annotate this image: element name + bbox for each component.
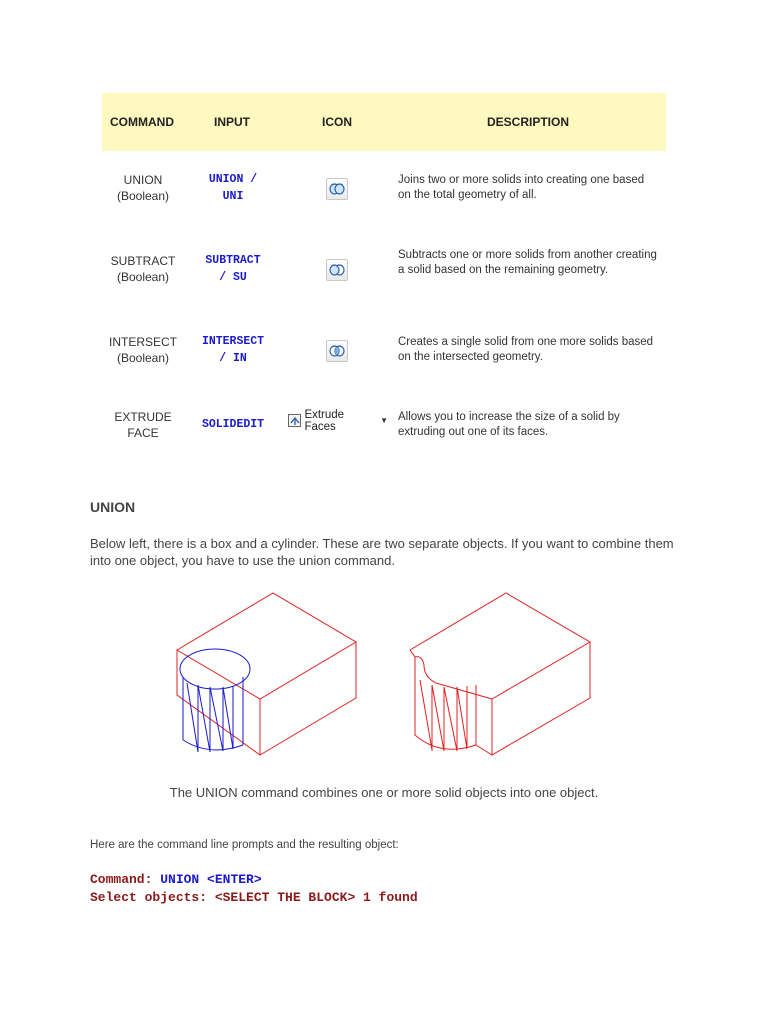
union-icon[interactable]: [326, 178, 348, 200]
extrude-faces-button[interactable]: [288, 408, 388, 433]
command-line-2: Select objects: <SELECT THE BLOCK> 1 found: [90, 890, 418, 905]
intersect-icon[interactable]: [326, 340, 348, 362]
row-description: Subtracts one or more solids from another creating a solid based on the remaining geometry.: [398, 249, 657, 276]
row-command: INTERSECT (Boolean): [108, 335, 177, 365]
union-solid-right: [410, 593, 590, 755]
row-input: SOLIDEDIT: [201, 418, 265, 431]
table-header: [102, 93, 666, 151]
cylinder-solid-left: [180, 649, 250, 752]
section-paragraph: Below left, there is a box and a cylinder. These are two separate objects. If you want to combine them into one object, you have to use the union command.: [90, 536, 674, 568]
row-input: SUBTRACT / SU: [205, 254, 261, 284]
row-description: Allows you to increase the size of a solid by extruding out one of its faces.: [398, 411, 620, 438]
command-line-1: Command: UNION <ENTER>: [90, 872, 262, 887]
section-heading: UNION: [90, 499, 136, 515]
header-description: DESCRIPTION: [487, 115, 570, 129]
chevron-down-icon: ▼: [380, 416, 388, 425]
union-illustration: [170, 585, 600, 770]
subtract-icon[interactable]: [326, 259, 348, 281]
figure-caption: The UNION command combines one or more solid objects into one object.: [169, 785, 599, 800]
header-command: COMMAND: [110, 115, 174, 129]
command-line-prompts: [90, 871, 418, 907]
command-table: [102, 93, 666, 440]
row-command: EXTRUDE FACE: [114, 410, 172, 440]
row-description: Joins two or more solids into creating one based on the total geometry of all.: [398, 174, 645, 201]
header-input: INPUT: [214, 115, 250, 129]
row-input: UNION / UNI: [208, 173, 258, 203]
box-solid-left: [177, 593, 356, 755]
row-command: SUBTRACT (Boolean): [110, 254, 176, 284]
header-icon: ICON: [322, 115, 352, 129]
row-command: UNION (Boolean): [116, 173, 170, 203]
row-description: Creates a single solid from one more solids based on the intersected geometry.: [398, 336, 654, 363]
extrude-faces-icon: [288, 414, 301, 427]
extrude-faces-label: Extrude Faces: [304, 408, 345, 433]
command-intro: Here are the command line prompts and the resulting object:: [90, 839, 399, 851]
union-figure-svg: [170, 585, 600, 765]
row-input: INTERSECT / IN: [201, 335, 265, 365]
